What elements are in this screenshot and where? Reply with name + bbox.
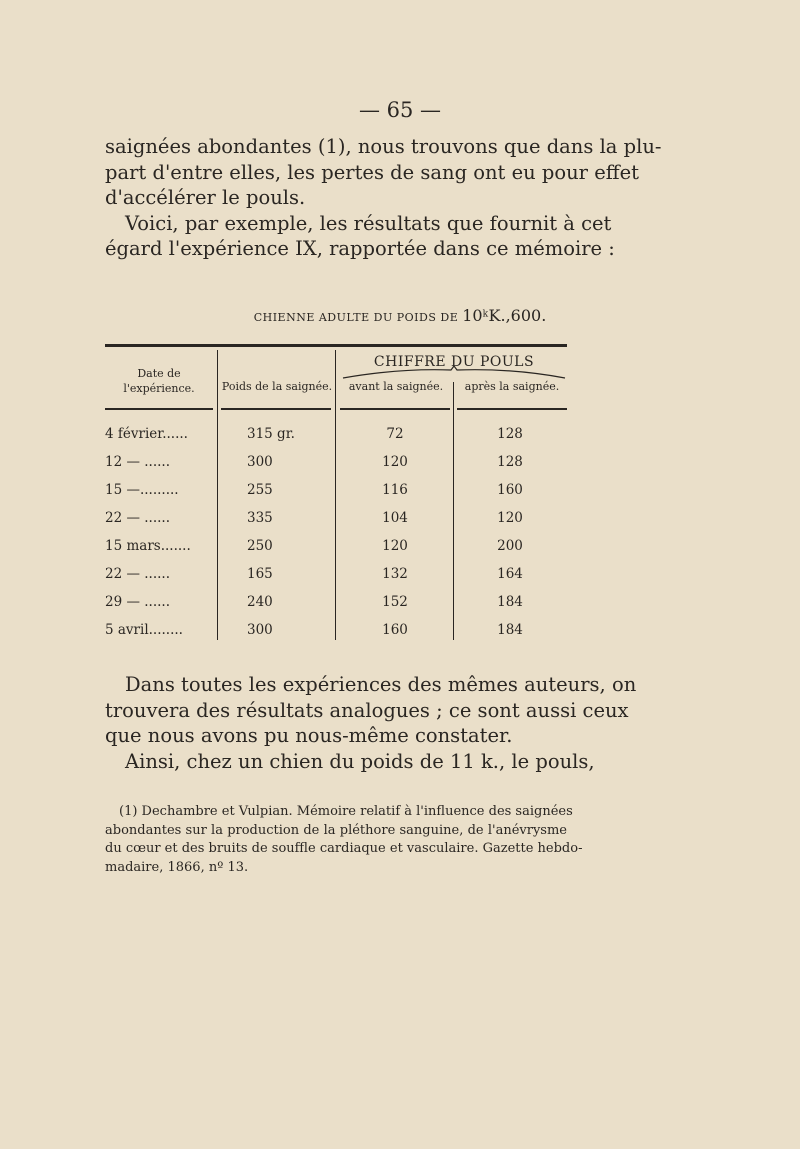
row-apres: 200 bbox=[497, 538, 523, 554]
row-poids: 255 bbox=[247, 482, 273, 498]
row-avant: 72 bbox=[386, 426, 404, 442]
header-avant: avant la saignée. bbox=[348, 380, 444, 393]
text-line: part d'entre elles, les pertes de sang ont eu pour effet bbox=[105, 160, 639, 184]
text-line: que nous avons pu nous-même constater. bbox=[105, 724, 513, 747]
intro-text bbox=[105, 134, 662, 262]
row-apres: 128 bbox=[497, 454, 523, 470]
footnote-line: abondantes sur la production de la pléthore sanguine, de l'anévrysme bbox=[105, 822, 567, 838]
text-line: saignées abondantes (1), nous trouvons que dans la plu- bbox=[105, 135, 662, 158]
page-number: — 65 — bbox=[358, 98, 442, 122]
footnote bbox=[105, 803, 583, 877]
text-line: égard l'expérience IX, rapportée dans ce mémoire : bbox=[105, 237, 615, 260]
header-poids: Poids de la saignée. bbox=[221, 380, 333, 393]
row-avant: 160 bbox=[382, 622, 408, 638]
row-avant: 104 bbox=[382, 510, 408, 526]
row-apres: 164 bbox=[497, 566, 523, 582]
row-poids: 335 bbox=[247, 510, 273, 526]
text-line: trouvera des résultats analogues ; ce sont aussi ceux bbox=[105, 698, 629, 722]
row-avant: 120 bbox=[382, 454, 408, 470]
header-chiffre: CHIFFRE DU POULS bbox=[373, 354, 535, 370]
caption-prefix: CHIENNE ADULTE DU POIDS DE bbox=[253, 311, 463, 324]
paragraph-3 bbox=[105, 672, 637, 749]
row-date: 22 — ...... bbox=[105, 510, 171, 526]
row-apres: 184 bbox=[497, 594, 523, 610]
row-poids: 300 bbox=[247, 622, 273, 638]
row-poids: 250 bbox=[247, 538, 273, 554]
column-divider bbox=[335, 350, 336, 640]
text-line: Dans toutes les expériences des mêmes auteurs, on bbox=[125, 673, 637, 696]
row-avant: 116 bbox=[382, 482, 408, 498]
header-date bbox=[105, 366, 213, 396]
caption-weight: 10 bbox=[462, 306, 483, 325]
row-date: 12 — ...... bbox=[105, 454, 171, 470]
row-date: 15 mars....... bbox=[105, 538, 191, 554]
row-avant: 132 bbox=[382, 566, 408, 582]
row-apres: 160 bbox=[497, 482, 523, 498]
row-avant: 120 bbox=[382, 538, 408, 554]
row-poids: 240 bbox=[247, 594, 273, 610]
header-apres: après la saignée. bbox=[464, 380, 560, 393]
row-date: 15 —......... bbox=[105, 482, 179, 498]
table-top-rule bbox=[105, 344, 567, 347]
row-apres: 128 bbox=[497, 426, 523, 442]
text-line: Voici, par exemple, les résultats que fournit à cet bbox=[125, 211, 612, 235]
caption-weight-sup: k bbox=[482, 309, 489, 320]
table-header-rule bbox=[105, 408, 213, 410]
row-poids: 165 bbox=[247, 566, 273, 582]
table-header-rule bbox=[221, 408, 331, 410]
footnote-line: du cœur et des bruits de souffle cardiaque et vasculaire. Gazette hebdo- bbox=[105, 841, 583, 856]
header-date-line: l'expérience. bbox=[123, 382, 195, 395]
paragraph-1 bbox=[105, 134, 662, 211]
text-line: Ainsi, chez un chien du poids de 11 k., le pouls, bbox=[125, 749, 595, 773]
row-avant: 152 bbox=[382, 594, 408, 610]
paragraph-2 bbox=[105, 211, 615, 262]
row-apres: 120 bbox=[497, 510, 523, 526]
table-header-rule bbox=[340, 408, 450, 410]
column-divider bbox=[453, 382, 454, 640]
row-date: 5 avril........ bbox=[105, 622, 183, 638]
row-date: 29 — ...... bbox=[105, 594, 171, 610]
row-poids: 300 bbox=[247, 454, 273, 470]
caption-suffix: K.,600. bbox=[488, 306, 547, 325]
header-date-line: Date de bbox=[137, 367, 181, 380]
footnote-line: (1) Dechambre et Vulpian. Mémoire relatif à l'influence des saignées bbox=[119, 804, 573, 819]
text-line: d'accélérer le pouls. bbox=[105, 186, 306, 209]
row-poids: 315 gr. bbox=[247, 426, 295, 442]
pulse-table bbox=[105, 344, 567, 640]
paragraph-4 bbox=[105, 749, 595, 775]
body-text bbox=[105, 672, 637, 774]
table-header-rule bbox=[457, 408, 567, 410]
column-divider bbox=[217, 350, 218, 640]
row-date: 4 février...... bbox=[105, 426, 188, 442]
row-apres: 184 bbox=[497, 622, 523, 638]
table-caption bbox=[0, 306, 800, 325]
row-date: 22 — ...... bbox=[105, 566, 171, 582]
footnote-line: madaire, 1866, nº 13. bbox=[105, 859, 249, 875]
